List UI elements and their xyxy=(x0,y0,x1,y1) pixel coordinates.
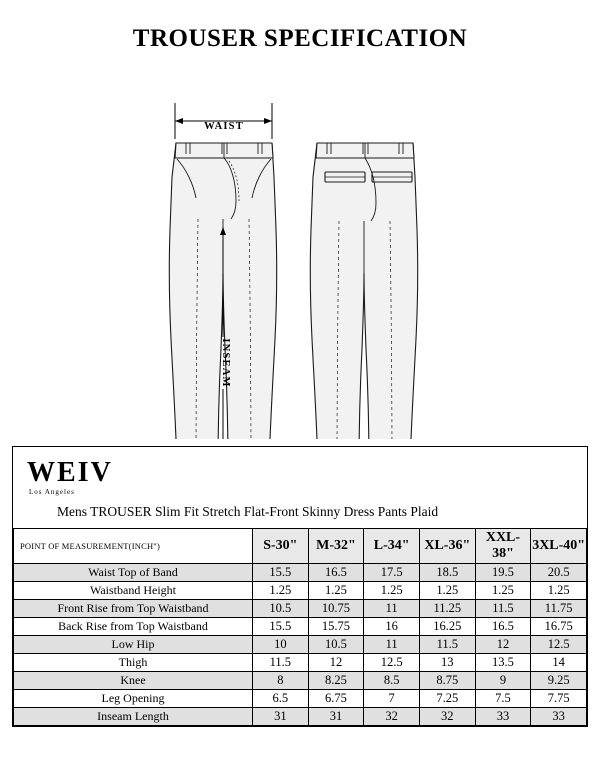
cell-value: 18.5 xyxy=(419,564,475,582)
cell-value: 9 xyxy=(475,672,531,690)
trouser-illustration xyxy=(0,59,600,439)
brand-block xyxy=(13,447,587,498)
cell-value: 11 xyxy=(364,636,420,654)
cell-value: 1.25 xyxy=(308,582,364,600)
cell-value: 16 xyxy=(364,618,420,636)
table-row xyxy=(14,654,587,672)
cell-value: 32 xyxy=(419,708,475,726)
table-row xyxy=(14,618,587,636)
cell-value: 8 xyxy=(253,672,309,690)
cell-value: 11 xyxy=(364,600,420,618)
cell-value: 12 xyxy=(475,636,531,654)
cell-value: 32 xyxy=(364,708,420,726)
product-title: Mens TROUSER Slim Fit Stretch Flat-Front Skinny Dress Pants Plaid xyxy=(57,504,439,519)
cell-value: 16.5 xyxy=(475,618,531,636)
table-row xyxy=(14,582,587,600)
table-row xyxy=(14,690,587,708)
cell-value: 7.25 xyxy=(419,690,475,708)
table-row xyxy=(14,600,587,618)
row-label: Low Hip xyxy=(14,636,253,654)
table-row xyxy=(14,564,587,582)
cell-value: 12 xyxy=(308,654,364,672)
table-row xyxy=(14,708,587,726)
cell-value: 1.25 xyxy=(364,582,420,600)
column-header-s: S-30" xyxy=(253,529,309,564)
cell-value: 10.75 xyxy=(308,600,364,618)
cell-value: 15.5 xyxy=(253,618,309,636)
cell-value: 16.75 xyxy=(531,618,587,636)
cell-value: 11.5 xyxy=(475,600,531,618)
brand-tagline: Los Angeles xyxy=(29,488,75,496)
cell-value: 19.5 xyxy=(475,564,531,582)
cell-value: 31 xyxy=(308,708,364,726)
cell-value: 7 xyxy=(364,690,420,708)
row-label: Inseam Length xyxy=(14,708,253,726)
cell-value: 10.5 xyxy=(253,600,309,618)
cell-value: 20.5 xyxy=(531,564,587,582)
cell-value: 10 xyxy=(253,636,309,654)
brand-name: WEIV xyxy=(27,457,113,488)
row-label: Front Rise from Top Waistband xyxy=(14,600,253,618)
row-label: Thigh xyxy=(14,654,253,672)
cell-value: 13 xyxy=(419,654,475,672)
cell-value: 7.5 xyxy=(475,690,531,708)
column-header-m: M-32" xyxy=(308,529,364,564)
cell-value: 17.5 xyxy=(364,564,420,582)
cell-value: 8.25 xyxy=(308,672,364,690)
cell-value: 13.5 xyxy=(475,654,531,672)
table-row xyxy=(14,636,587,654)
cell-value: 11.75 xyxy=(531,600,587,618)
row-label: Waistband Height xyxy=(14,582,253,600)
cell-value: 15.75 xyxy=(308,618,364,636)
row-label: Back Rise from Top Waistband xyxy=(14,618,253,636)
cell-value: 11.25 xyxy=(419,600,475,618)
cell-value: 1.25 xyxy=(419,582,475,600)
cell-value: 6.5 xyxy=(253,690,309,708)
column-header-3xl: 3XL-40" xyxy=(531,529,587,564)
cell-value: 16.5 xyxy=(308,564,364,582)
cell-value: 1.25 xyxy=(475,582,531,600)
column-header-xl: XL-36" xyxy=(419,529,475,564)
cell-value: 10.5 xyxy=(308,636,364,654)
cell-value: 15.5 xyxy=(253,564,309,582)
table-header-row xyxy=(14,529,587,564)
row-label: Leg Opening xyxy=(14,690,253,708)
cell-value: 33 xyxy=(531,708,587,726)
column-header-l: L-34" xyxy=(364,529,420,564)
size-chart-table xyxy=(13,528,587,726)
cell-value: 8.75 xyxy=(419,672,475,690)
row-label: Knee xyxy=(14,672,253,690)
cell-value: 16.25 xyxy=(419,618,475,636)
cell-value: 11.5 xyxy=(253,654,309,672)
cell-value: 6.75 xyxy=(308,690,364,708)
table-row xyxy=(14,672,587,690)
cell-value: 7.75 xyxy=(531,690,587,708)
cell-value: 14 xyxy=(531,654,587,672)
cell-value: 11.5 xyxy=(419,636,475,654)
size-chart-panel xyxy=(12,446,588,727)
page-title: TROUSER SPECIFICATION xyxy=(132,25,468,52)
cell-value: 9.25 xyxy=(531,672,587,690)
row-label: Waist Top of Band xyxy=(14,564,253,582)
cell-value: 12.5 xyxy=(531,636,587,654)
column-header-xxl: XXL-38" xyxy=(475,529,531,564)
inseam-dimension-label: INSEAM xyxy=(220,338,231,388)
cell-value: 8.5 xyxy=(364,672,420,690)
cell-value: 1.25 xyxy=(531,582,587,600)
cell-value: 12.5 xyxy=(364,654,420,672)
waist-dimension-label: WAIST xyxy=(204,121,244,132)
cell-value: 31 xyxy=(253,708,309,726)
trouser-diagram xyxy=(0,59,600,439)
column-header-measurement: POINT OF MEASUREMENT(INCH") xyxy=(14,529,253,564)
cell-value: 1.25 xyxy=(253,582,309,600)
cell-value: 33 xyxy=(475,708,531,726)
